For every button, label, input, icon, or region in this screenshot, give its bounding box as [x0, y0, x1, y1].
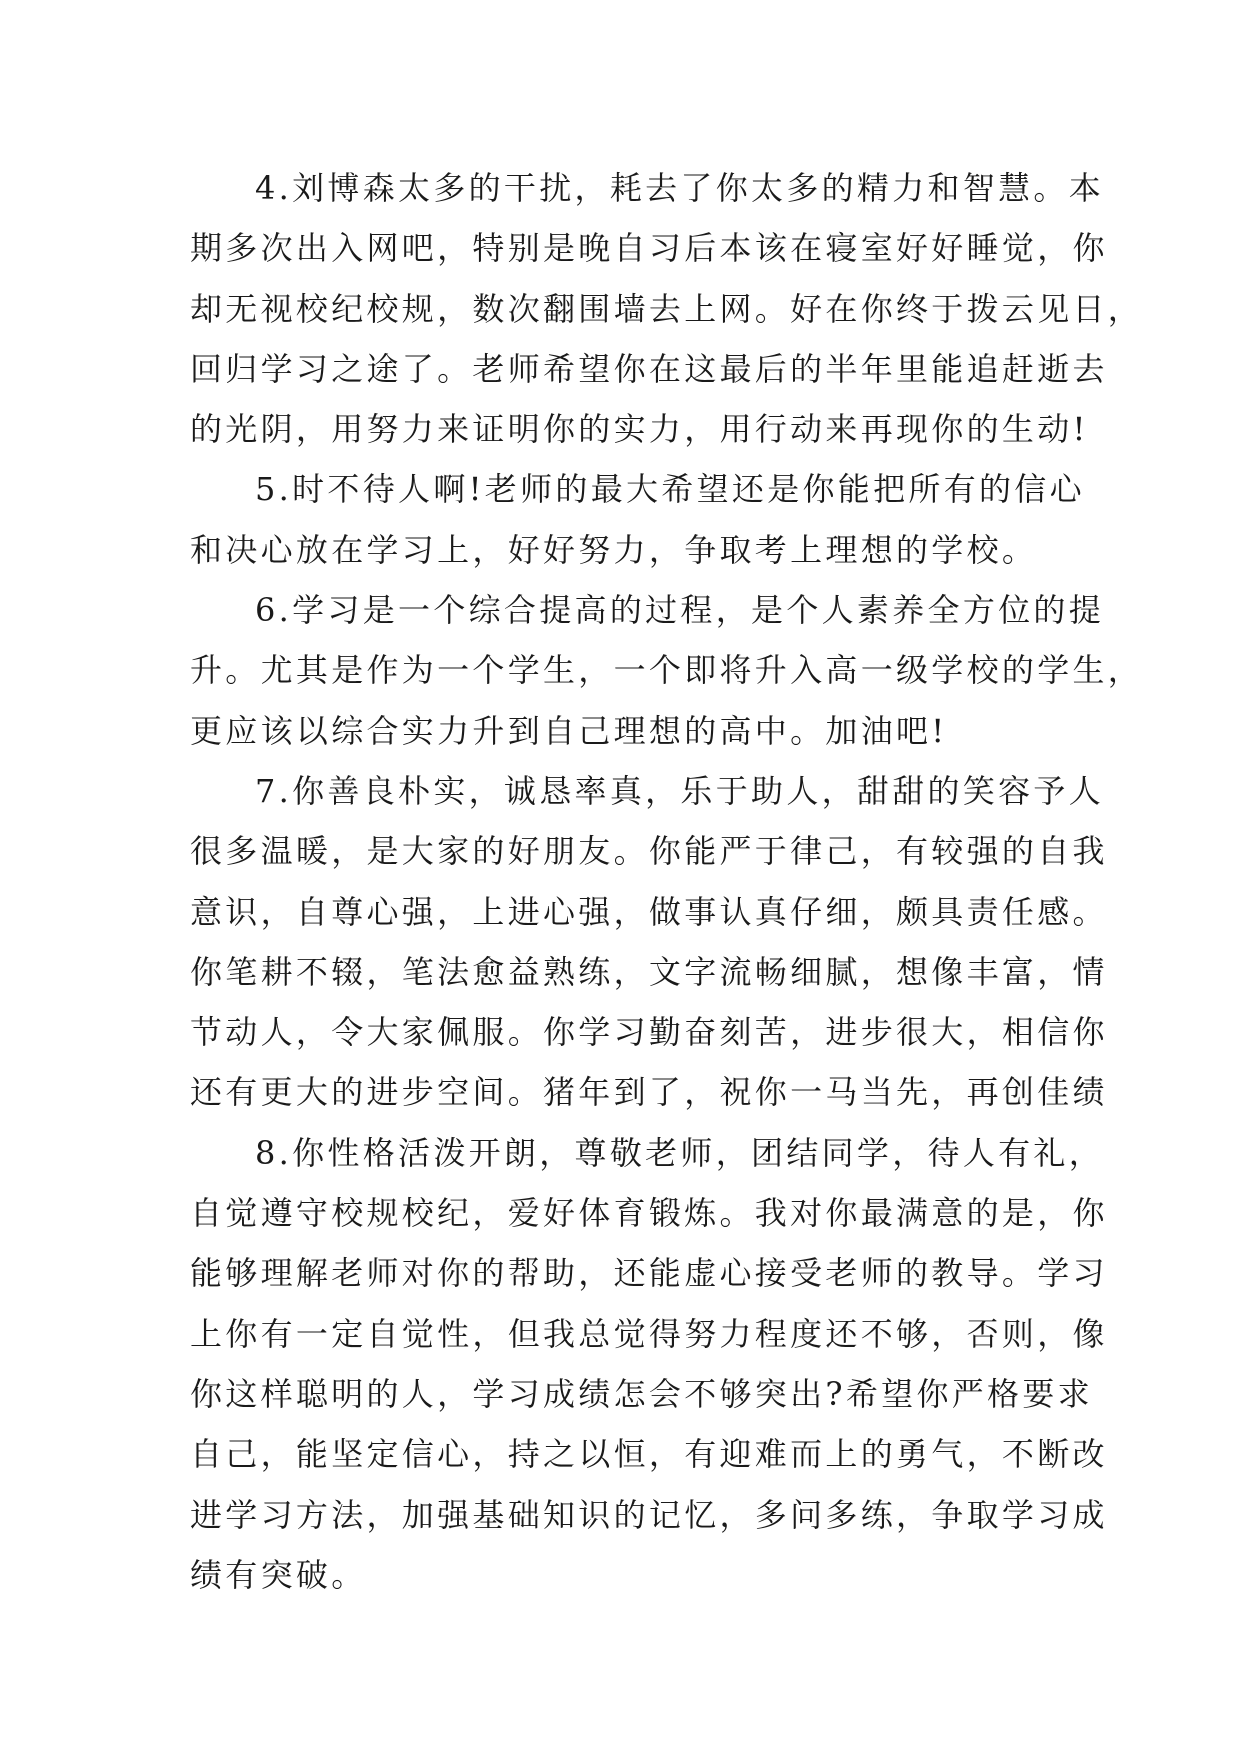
paragraph-line: 你这样聪明的人，学习成绩怎会不够突出?希望你严格要求 — [190, 1374, 1093, 1413]
paragraph-line: 8.你性格活泼开朗，尊敬老师，团结同学，待人有礼， — [255, 1133, 1105, 1172]
paragraph-line: 自己，能坚定信心，持之以恒，有迎难而上的勇气，不断改 — [190, 1435, 1108, 1474]
paragraph-line: 5.时不待人啊!老师的最大希望还是你能把所有的信心 — [255, 470, 1085, 509]
paragraph-line: 节动人，令大家佩服。你学习勤奋刻苦，进步很大，相信你 — [190, 1013, 1108, 1052]
paragraph-line: 绩有突破。 — [190, 1555, 367, 1594]
paragraph-line: 的光阴，用努力来证明你的实力，用行动来再现你的生动! — [190, 410, 1089, 449]
paragraph-line: 4.刘博森太多的干扰，耗去了你太多的精力和智慧。本 — [255, 169, 1105, 207]
comment-paragraph-6 — [190, 580, 1144, 761]
document-body — [190, 158, 1144, 1605]
paragraph-line: 期多次出入网吧，特别是晚自习后本该在寝室好好睡觉，你 — [190, 229, 1108, 268]
paragraph-line: 和决心放在学习上，好好努力，争取考上理想的学校。 — [190, 530, 1038, 569]
paragraph-line: 升。尤其是作为一个学生，一个即将升入高一级学校的学生， — [190, 651, 1144, 690]
paragraph-line: 回归学习之途了。老师希望你在这最后的半年里能追赶逝去 — [190, 349, 1108, 388]
paragraph-line: 7.你善良朴实，诚恳率真，乐于助人，甜甜的笑容予人 — [255, 771, 1105, 810]
paragraph-line: 很多温暖，是大家的好朋友。你能严于律己，有较强的自我 — [190, 832, 1108, 871]
paragraph-line: 还有更大的进步空间。猪年到了，祝你一马当先，再创佳绩 — [190, 1073, 1108, 1112]
paragraph-line: 6.学习是一个综合提高的过程，是个人素养全方位的提 — [255, 591, 1105, 630]
paragraph-line: 你笔耕不辍，笔法愈益熟练，文字流畅细腻，想像丰富，情 — [190, 952, 1108, 991]
paragraph-line: 却无视校纪校规，数次翻围墙去上网。好在你终于拨云见日， — [190, 289, 1144, 328]
comment-paragraph-4 — [190, 158, 1144, 459]
paragraph-line: 能够理解老师对你的帮助，还能虚心接受老师的教导。学习 — [190, 1254, 1108, 1293]
comment-paragraph-7 — [190, 761, 1108, 1123]
paragraph-line: 自觉遵守校规校纪，爱好体育锻炼。我对你最满意的是，你 — [190, 1194, 1108, 1233]
paragraph-line: 进学习方法，加强基础知识的记忆，多问多练，争取学习成 — [190, 1495, 1108, 1534]
paragraph-line: 意识，自尊心强，上进心强，做事认真仔细，颇具责任感。 — [190, 892, 1108, 931]
comment-paragraph-8 — [190, 1123, 1108, 1605]
comment-paragraph-5 — [190, 459, 1085, 580]
paragraph-line: 更应该以综合实力升到自己理想的高中。加油吧! — [190, 711, 948, 750]
paragraph-line: 上你有一定自觉性，但我总觉得努力程度还不够，否则，像 — [190, 1314, 1108, 1353]
